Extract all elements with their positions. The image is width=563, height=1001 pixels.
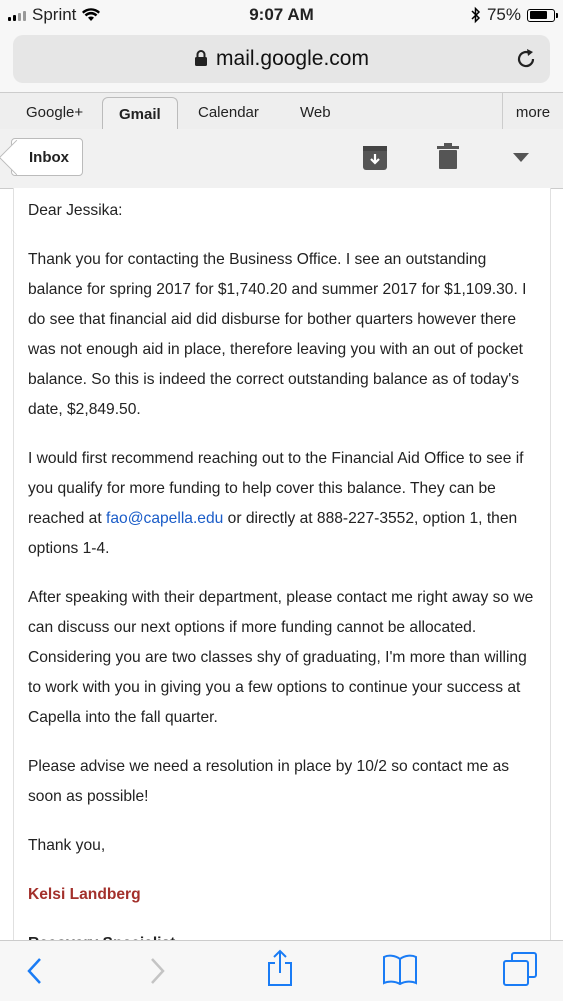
- back-icon[interactable]: [26, 957, 42, 985]
- lock-icon: [194, 49, 208, 67]
- archive-icon[interactable]: [362, 143, 388, 171]
- browser-bottom-bar: [0, 940, 563, 1001]
- email-greeting: Dear Jessika:: [28, 202, 123, 219]
- email-link[interactable]: fao@capella.edu: [106, 510, 224, 527]
- email-body: [13, 188, 551, 940]
- email-paragraph-1: Thank you for contacting the Business Office. I see an outstanding balance for spring 2017 for $1,740.20 and summer 2017 for $1,109.30. I do see that financial aid did disburse for bother quarters however there was not enough aid in place, therefore leaving you with an out of pocket balance. So this is indeed the correct outstanding balance as of today's date, $2,849.50.: [28, 251, 527, 418]
- address-bar[interactable]: [13, 35, 550, 83]
- inbox-back-button[interactable]: [11, 138, 83, 176]
- tabs-icon[interactable]: [502, 951, 538, 987]
- battery-percent: 75%: [486, 5, 521, 24]
- url-text: mail.google.com: [216, 47, 369, 70]
- status-right: [471, 5, 555, 25]
- battery-icon: [527, 9, 555, 22]
- tab-more[interactable]: more: [502, 93, 563, 129]
- reload-icon[interactable]: [514, 47, 538, 71]
- clock: 9:07 AM: [249, 5, 314, 24]
- google-tab-bar: [0, 92, 563, 130]
- status-bar: [0, 0, 563, 30]
- bluetooth-icon: [471, 7, 481, 23]
- bookmarks-icon[interactable]: [382, 953, 418, 985]
- tab-gmail[interactable]: Gmail: [102, 97, 178, 131]
- tab-calendar[interactable]: Calendar: [198, 104, 259, 121]
- mail-toolbar: [0, 129, 563, 189]
- email-paragraph-4: Please advise we need a resolution in place by 10/2 so contact me as soon as possible!: [28, 758, 510, 805]
- tab-google-plus[interactable]: Google+: [26, 104, 84, 121]
- email-paragraph-3: After speaking with their department, please contact me right away so we can discuss our next options if more funding cannot be allocated. Considering you are two classes shy of graduating, I'm more than willing to work with you in giving you a few options to continue your success at Capella into the fall quarter.: [28, 589, 534, 726]
- address-bar-area: [0, 30, 563, 92]
- email-closing: Thank you,: [28, 837, 106, 854]
- tab-web[interactable]: Web: [300, 104, 331, 121]
- share-icon[interactable]: [266, 949, 294, 987]
- trash-icon[interactable]: [437, 142, 459, 170]
- carrier-label: Sprint: [32, 5, 77, 24]
- forward-icon[interactable]: [150, 957, 166, 985]
- email-paragraph-2: I would first recommend reaching out to the Financial Aid Office to see if you qualify for more funding to help cover this balance. They can be reached at fao@capella.edu or directly at 888-227-3552, option 1, then options 1-4.: [28, 450, 524, 557]
- signature-name: Kelsi Landberg: [28, 886, 141, 903]
- inbox-label: Inbox: [29, 149, 69, 166]
- chevron-down-icon[interactable]: [513, 153, 529, 163]
